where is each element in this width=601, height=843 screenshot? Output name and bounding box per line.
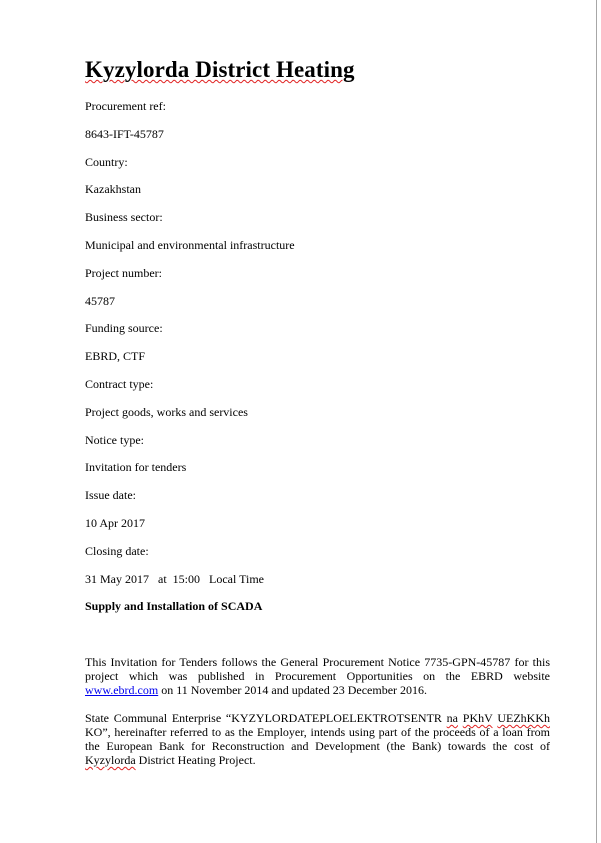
intro-text-end: on 11 November 2014 and updated 23 December 2016. bbox=[158, 683, 428, 697]
notice-type-value: Invitation for tenders bbox=[85, 460, 187, 474]
project-number-label: Project number: bbox=[85, 266, 162, 280]
business-sector-value: Municipal and environmental infrastructure bbox=[85, 238, 295, 252]
funding-source-value: EBRD, CTF bbox=[85, 349, 146, 363]
project-number-value: 45787 bbox=[85, 294, 115, 308]
contract-type-value: Project goods, works and services bbox=[85, 405, 248, 419]
employer-text-middle: KO”, hereinafter referred to as the Employer, intends using part of the proceeds of a loan from the European Bank for Reconstruction and Development (the Bank) towards the cost of bbox=[85, 725, 550, 753]
page-title: Kyzylorda District Heating bbox=[85, 57, 355, 82]
closing-date-label: Closing date: bbox=[85, 544, 149, 558]
country-label: Country: bbox=[85, 155, 128, 169]
employer-name-word: na bbox=[446, 711, 458, 725]
ebrd-website-link[interactable]: www.ebrd.com bbox=[85, 683, 159, 697]
kyzylorda-word: Kyzylorda bbox=[85, 753, 136, 767]
issue-date-label: Issue date: bbox=[85, 488, 136, 502]
issue-date-value: 10 Apr 2017 bbox=[85, 516, 145, 530]
procurement-ref-value: 8643-IFT-45787 bbox=[85, 127, 164, 141]
employer-paragraph bbox=[85, 711, 550, 767]
country-value: Kazakhstan bbox=[85, 182, 141, 196]
closing-date-value: 31 May 2017 at 15:00 Local Time bbox=[85, 572, 264, 586]
employer-text-end: District Heating Project. bbox=[135, 753, 256, 767]
funding-source-label: Funding source: bbox=[85, 321, 163, 335]
intro-paragraph bbox=[85, 655, 550, 697]
employer-text-start: State Communal Enterprise “KYZYLORDATEPLOELEKTROTSENTR bbox=[85, 711, 447, 725]
business-sector-label: Business sector: bbox=[85, 210, 163, 224]
employer-name-word: PKhV bbox=[462, 711, 493, 725]
section-heading: Supply and Installation of SCADA bbox=[85, 599, 263, 613]
contract-type-label: Contract type: bbox=[85, 377, 154, 391]
procurement-ref-label: Procurement ref: bbox=[85, 99, 166, 113]
intro-text-start: This Invitation for Tenders follows the General Procurement Notice 7735-GPN-45787 for this project which was published in Procurement Opportunities on the EBRD website bbox=[85, 655, 550, 683]
notice-type-label: Notice type: bbox=[85, 433, 144, 447]
employer-name-word: UEZhKKh bbox=[497, 711, 550, 725]
